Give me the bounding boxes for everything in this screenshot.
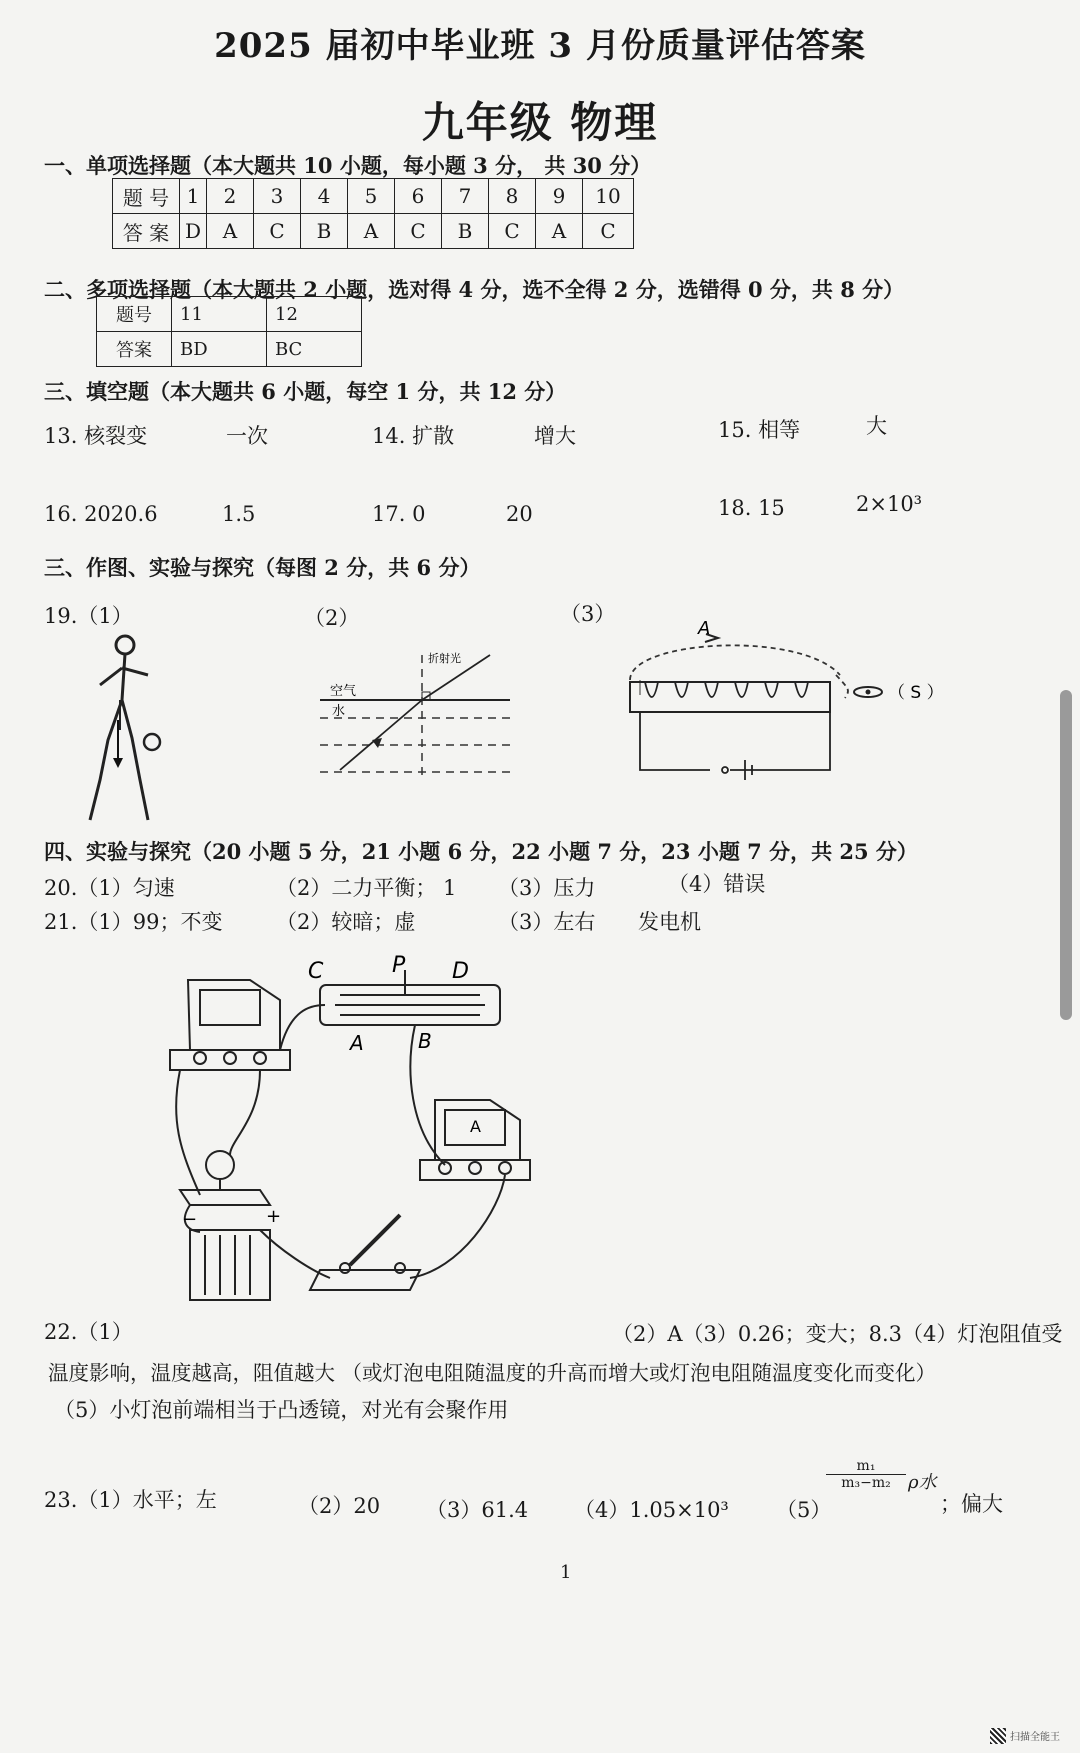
circuit-diagram xyxy=(160,950,600,1320)
answer-22-2: （2）A（3）0.26；变大；8.3（4）灯泡阻值受 xyxy=(612,1322,1063,1346)
magnet-pole-label: （ S ） xyxy=(888,683,944,703)
multi-choice-table xyxy=(96,296,362,367)
formula-denominator: m₃−m₂ xyxy=(826,1474,906,1491)
row-label: 题 号 xyxy=(113,179,180,214)
answer-17: 17. 0 xyxy=(372,502,426,526)
section4-heading: 三、作图、实验与探究（每图 2 分，共 6 分） xyxy=(44,555,481,580)
answer-20-3: （3）压力 xyxy=(498,876,596,900)
ray-label: 折射光 xyxy=(428,652,461,665)
question-number: 2 xyxy=(207,179,254,214)
answer-21-3: （3）左右 xyxy=(498,910,596,934)
answer-22-1: 22.（1） xyxy=(44,1320,133,1344)
question-number: 6 xyxy=(395,179,442,214)
answer-20-1: 20.（1）匀速 xyxy=(44,876,175,900)
answer-21-2: （2）较暗；虚 xyxy=(276,910,416,934)
exam-subtitle: 九年级 物理 xyxy=(421,98,659,147)
solenoid-diagram xyxy=(600,618,944,790)
answer-cell: D xyxy=(180,214,207,249)
exam-title: 2025 届初中毕业班 3 月份质量评估答案 xyxy=(214,26,866,66)
question-number: 8 xyxy=(489,179,536,214)
answer-13b: 一次 xyxy=(226,424,268,448)
answer-cell: A xyxy=(536,214,583,249)
answer-17b: 20 xyxy=(506,502,533,526)
table-row xyxy=(113,179,634,214)
answer-15: 15. 相等 xyxy=(718,418,801,442)
terminal-b-label: B xyxy=(418,1029,432,1053)
question-number: 10 xyxy=(583,179,634,214)
table-row xyxy=(97,332,362,367)
slider-p-label: P xyxy=(392,953,406,978)
answer-21-1: 21.（1）99；不变 xyxy=(44,910,223,934)
row-label: 答案 xyxy=(97,332,172,367)
battery-plus-label: + xyxy=(266,1206,282,1227)
answer-cell: C xyxy=(489,214,536,249)
formula-numerator: m₁ xyxy=(856,1458,876,1474)
rho-water-symbol: ρ水 xyxy=(908,1472,937,1493)
answer-20-2: （2）二力平衡； 1 xyxy=(276,876,457,900)
terminal-a-label: A xyxy=(350,1031,364,1055)
page-number: 1 xyxy=(560,1562,572,1583)
section5-heading: 四、实验与探究（20 小题 5 分，21 小题 6 分，22 小题 7 分，23 小题 7 分，共 25 分） xyxy=(44,839,918,864)
q19-2-label: （2） xyxy=(304,606,360,630)
terminal-d-label: D xyxy=(452,959,469,984)
answer-23-2: （2）20 xyxy=(298,1494,381,1518)
q19-3-label: （3） xyxy=(560,602,616,626)
density-formula xyxy=(826,1458,906,1491)
answer-23-3: （3）61.4 xyxy=(426,1498,529,1522)
section1-heading: 一、单项选择题（本大题共 10 小题，每小题 3 分， 共 30 分） xyxy=(44,153,652,178)
question-number: 4 xyxy=(301,179,348,214)
answer-cell: C xyxy=(583,214,634,249)
row-label: 题号 xyxy=(97,297,172,332)
row-label: 答 案 xyxy=(113,214,180,249)
answer-cell: B xyxy=(442,214,489,249)
answer-23-1: 23.（1）水平；左 xyxy=(44,1488,217,1512)
table-row xyxy=(97,297,362,332)
answer-cell: A xyxy=(348,214,395,249)
answer-22-4: （5）小灯泡前端相当于凸透镜，对光有会聚作用 xyxy=(54,1398,509,1422)
question-number: 9 xyxy=(536,179,583,214)
answer-16: 16. 2020.6 xyxy=(44,502,158,526)
answer-14b: 增大 xyxy=(534,424,576,448)
question-number: 11 xyxy=(172,297,267,332)
scanner-watermark: 扫描全能王 xyxy=(1010,1732,1060,1743)
question-number: 5 xyxy=(348,179,395,214)
air-label: 空气 xyxy=(330,684,357,699)
answer-cell: A xyxy=(207,214,254,249)
section2-heading: 二、多项选择题（本大题共 2 小题，选对得 4 分，选不全得 2 分，选错得 0 分，共 8 分） xyxy=(44,277,905,302)
q19-1-label: 19.（1） xyxy=(44,604,133,628)
section3-heading: 三、填空题（本大题共 6 小题，每空 1 分，共 12 分） xyxy=(44,379,567,404)
answer-23-5: （5） xyxy=(776,1498,832,1522)
answer-23-4: （4）1.05×10³ xyxy=(574,1498,729,1522)
answer-cell: BC xyxy=(267,332,362,367)
qr-icon xyxy=(990,1728,1006,1744)
answer-13: 13. 核裂变 xyxy=(44,424,148,448)
battery-minus-label: − xyxy=(182,1209,198,1230)
field-line-label: A xyxy=(698,618,711,639)
answer-18b: 2×10³ xyxy=(856,492,923,516)
single-choice-table xyxy=(112,178,634,249)
answer-18: 18. 15 xyxy=(718,496,785,520)
athlete-force-diagram xyxy=(70,630,180,830)
answer-16b: 1.5 xyxy=(222,502,256,526)
terminal-c-label: C xyxy=(308,959,324,984)
answer-22-3: 温度影响，温度越高，阻值越大 （或灯泡电阻随温度的升高而增大或灯泡电阻随温度变化而变化） xyxy=(48,1361,937,1385)
question-number: 1 xyxy=(180,179,207,214)
answer-21-4: 发电机 xyxy=(638,910,701,934)
question-number: 12 xyxy=(267,297,362,332)
question-number: 7 xyxy=(442,179,489,214)
answer-cell: C xyxy=(254,214,301,249)
answer-15b: 大 xyxy=(866,414,887,438)
answer-cell: BD xyxy=(172,332,267,367)
scrollbar[interactable] xyxy=(1060,690,1072,1020)
table-row xyxy=(113,214,634,249)
answer-14: 14. 扩散 xyxy=(372,424,455,448)
answer-23-tail: ；偏大 xyxy=(940,1492,1003,1516)
refraction-diagram xyxy=(310,640,520,780)
water-label: 水 xyxy=(332,704,346,719)
answer-cell: C xyxy=(395,214,442,249)
ammeter-symbol: A xyxy=(470,1117,481,1136)
answer-20-4: （4）错误 xyxy=(668,872,766,896)
question-number: 3 xyxy=(254,179,301,214)
answer-cell: B xyxy=(301,214,348,249)
